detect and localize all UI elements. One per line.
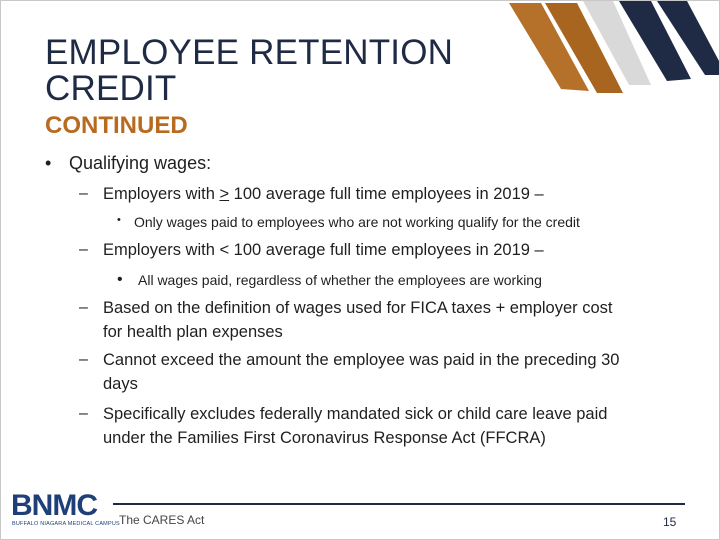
bullet-dash-icon: – bbox=[79, 241, 88, 258]
bnmc-logo bbox=[11, 489, 120, 531]
bullet-fica-definition-line2: for health plan expenses bbox=[103, 323, 283, 341]
bullet-dash-icon: – bbox=[79, 351, 88, 368]
bullet-employers-ge-100 bbox=[103, 185, 544, 204]
logo-wordmark: BNMC bbox=[11, 489, 97, 522]
bullet-dash-icon: – bbox=[79, 299, 88, 316]
footer-divider bbox=[113, 503, 685, 505]
ge-symbol: > bbox=[219, 185, 230, 203]
bullet-all-wages-paid: All wages paid, regardless of whether the employees are working bbox=[138, 272, 542, 288]
bullet-cannot-exceed-line2: days bbox=[103, 375, 138, 393]
bullet-dash-icon: – bbox=[79, 185, 88, 202]
bullet-dot-icon: • bbox=[45, 153, 52, 173]
logo-tagline: BUFFALO NIAGARA MEDICAL CAMPUS bbox=[12, 521, 120, 527]
employers-ge-prefix: Employers with bbox=[103, 185, 220, 203]
bullet-only-wages-not-working: Only wages paid to employees who are not working qualify for the credit bbox=[134, 214, 580, 230]
bullet-excludes-ffcra-line2: under the Families First Coronavirus Response Act (FFCRA) bbox=[103, 429, 546, 447]
title-line-1: EMPLOYEE RETENTION bbox=[45, 33, 454, 72]
title-line-2: CREDIT bbox=[45, 69, 177, 108]
footer-title: The CARES Act bbox=[119, 513, 205, 527]
bullet-small-dot-icon: • bbox=[117, 271, 123, 288]
bullet-dash-icon: – bbox=[79, 405, 88, 422]
page-number: 15 bbox=[663, 515, 677, 529]
slide-subtitle: CONTINUED bbox=[45, 112, 188, 139]
slide-body bbox=[1, 1, 719, 539]
bullet-fica-definition-line1: Based on the definition of wages used for FICA taxes + employer cost bbox=[103, 299, 613, 317]
bullet-qualifying-wages: Qualifying wages: bbox=[69, 153, 212, 173]
bullet-employers-lt-100: Employers with < 100 average full time employees in 2019 – bbox=[103, 241, 544, 259]
bullet-cannot-exceed-line1: Cannot exceed the amount the employee was paid in the preceding 30 bbox=[103, 351, 620, 369]
bullet-small-dot-icon: • bbox=[117, 214, 121, 226]
employers-ge-suffix: 100 average full time employees in 2019 – bbox=[229, 185, 544, 203]
bullet-excludes-ffcra-line1: Specifically excludes federally mandated sick or child care leave paid bbox=[103, 405, 608, 423]
